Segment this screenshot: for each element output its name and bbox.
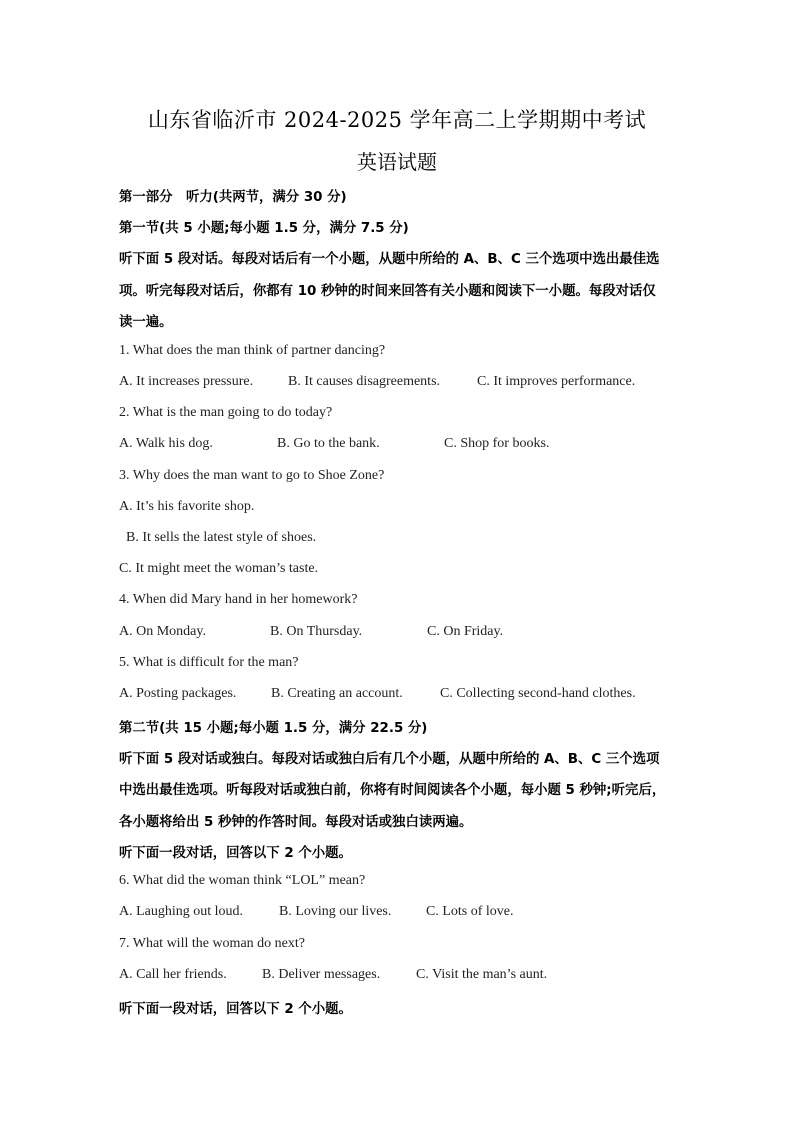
answer-option: C. Collecting second-hand clothes. xyxy=(440,686,636,701)
section1-heading: 第一节(共 5 小题;每小题 1.5 分，满分 7.5 分) xyxy=(119,221,409,236)
section2-instruction-line: 中选出最佳选项。听每段对话或独白前，你将有时间阅读各个小题，每小题 5 秒钟;听完后， xyxy=(119,783,666,798)
exam-subtitle: 英语试题 xyxy=(357,150,437,174)
question-text: 6. What did the woman think “LOL” mean? xyxy=(119,873,366,888)
dialogue-heading: 听下面一段对话，回答以下 2 个小题。 xyxy=(119,846,352,861)
answer-option: B. Go to the bank. xyxy=(277,436,380,451)
section1-instruction-line: 读一遍。 xyxy=(119,315,173,330)
section2-instruction-line: 各小题将给出 5 秒钟的作答时间。每段对话或独白读两遍。 xyxy=(119,815,473,830)
answer-option: A. Posting packages. xyxy=(119,686,237,701)
question-text: 3. Why does the man want to go to Shoe Zone? xyxy=(119,468,385,483)
answer-option: A. It increases pressure. xyxy=(119,374,254,389)
answer-option: C. Visit the man’s aunt. xyxy=(416,967,548,982)
answer-option: B. It sells the latest style of shoes. xyxy=(126,530,317,545)
question-text: 1. What does the man think of partner dancing? xyxy=(119,343,386,358)
dialogue-heading: 听下面一段对话，回答以下 2 个小题。 xyxy=(119,1002,352,1017)
answer-option: A. On Monday. xyxy=(119,624,206,639)
answer-option: B. Deliver messages. xyxy=(262,967,381,982)
question-text: 4. When did Mary hand in her homework? xyxy=(119,592,358,607)
answer-option: A. It’s his favorite shop. xyxy=(119,499,255,514)
answer-option: B. It causes disagreements. xyxy=(288,374,441,389)
answer-option: C. It improves performance. xyxy=(477,374,636,389)
section1-instruction-line: 项。听完每段对话后，你都有 10 秒钟的时间来回答有关小题和阅读下一小题。每段对话仅 xyxy=(119,284,656,299)
exam-title: 山东省临沂市 2024-2025 学年高二上学期期中考试 xyxy=(147,108,647,132)
answer-option: C. It might meet the woman’s taste. xyxy=(119,561,319,576)
answer-option: A. Laughing out loud. xyxy=(119,904,244,919)
question-text: 7. What will the woman do next? xyxy=(119,936,305,951)
answer-option: C. Shop for books. xyxy=(444,436,550,451)
section2-instruction-line: 听下面 5 段对话或独白。每段对话或独白后有几个小题，从题中所给的 A、B、C 三个选项 xyxy=(119,752,660,767)
answer-option: A. Call her friends. xyxy=(119,967,227,982)
answer-option: C. Lots of love. xyxy=(426,904,514,919)
section2-heading: 第二节(共 15 小题;每小题 1.5 分，满分 22.5 分) xyxy=(119,721,428,736)
answer-option: B. Creating an account. xyxy=(271,686,403,701)
section1-instruction-line: 听下面 5 段对话。每段对话后有一个小题，从题中所给的 A、B、C 三个选项中选出最佳选 xyxy=(119,252,660,267)
answer-option: B. Loving our lives. xyxy=(279,904,392,919)
question-text: 5. What is difficult for the man? xyxy=(119,655,299,670)
part1-heading: 第一部分 听力(共两节，满分 30 分) xyxy=(119,190,347,205)
answer-option: B. On Thursday. xyxy=(270,624,363,639)
answer-option: A. Walk his dog. xyxy=(119,436,213,451)
answer-option: C. On Friday. xyxy=(427,624,504,639)
question-text: 2. What is the man going to do today? xyxy=(119,405,333,420)
